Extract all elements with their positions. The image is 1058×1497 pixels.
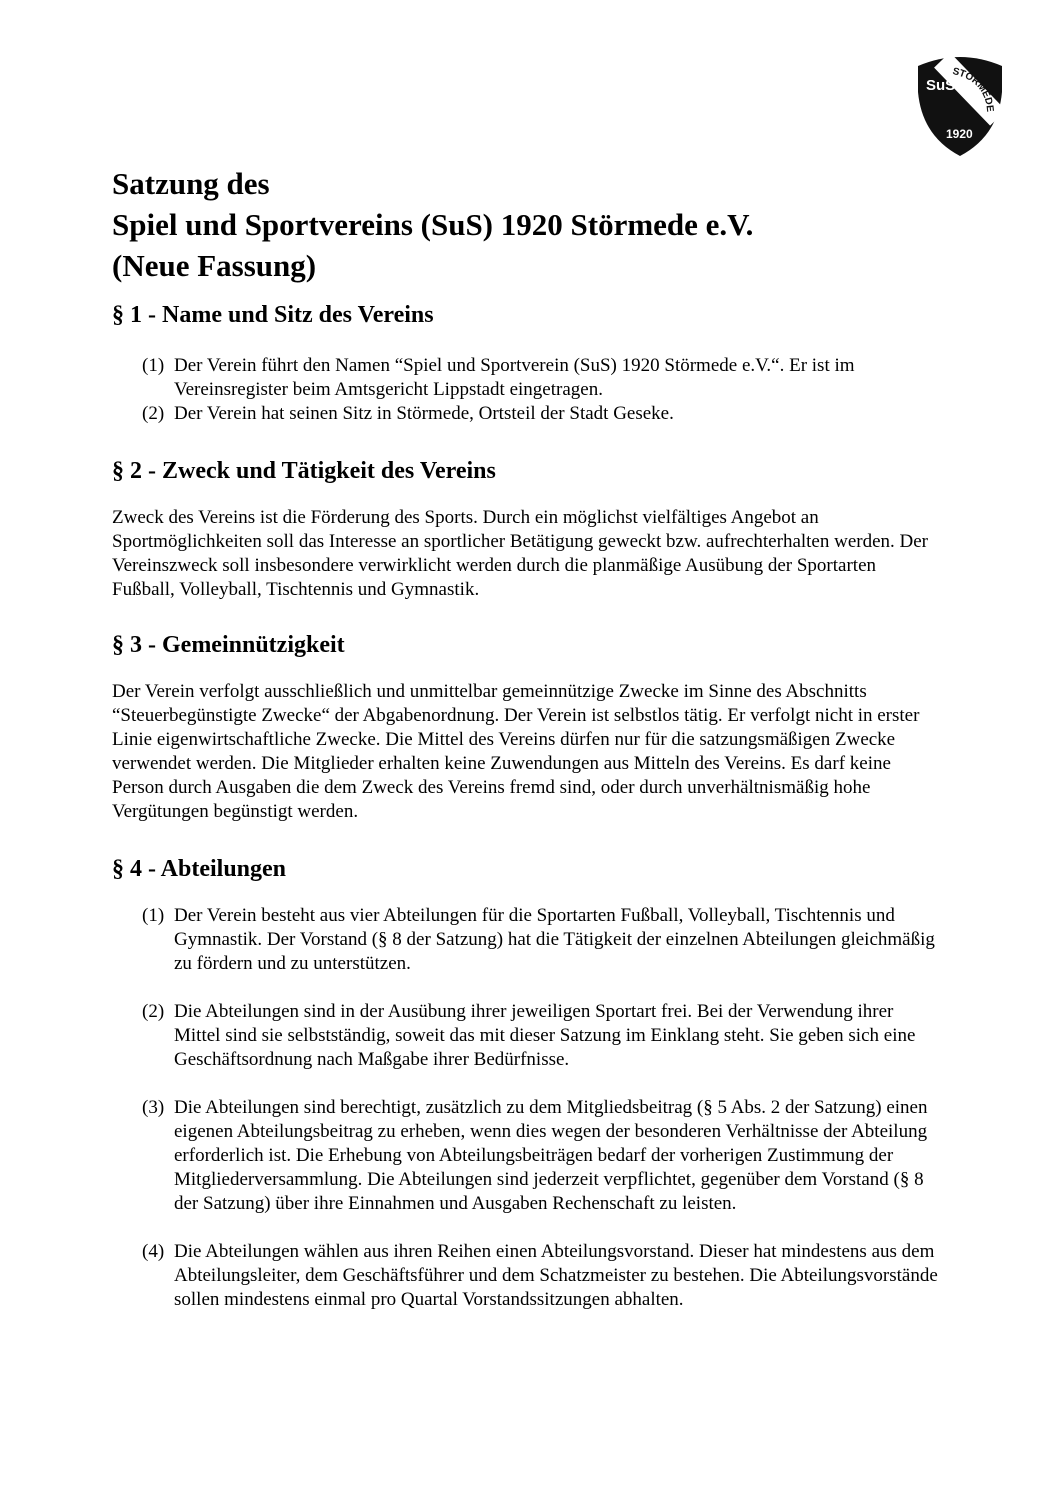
- list-item: [142, 1000, 942, 1072]
- list-item-text: Die Abteilungen sind in der Ausübung ihrer jeweiligen Sportart frei. Bei der Verwendung ihrer Mittel sind sie selbstständig, soweit das mit dieser Satzung im Einklang steht. Sie geben sich eine Geschäftsordnung nach Maßgabe ihrer Bedürfnisse.: [174, 1001, 916, 1070]
- list-item-number: (4): [142, 1241, 165, 1262]
- list-item-number: (1): [142, 905, 165, 926]
- list-item: [142, 1096, 942, 1216]
- list-item-text: Der Verein führt den Namen “Spiel und Sportverein (SuS) 1920 Störmede e.V.“. Er ist im Vereinsregister beim Amtsgericht Lippstadt eingetragen.: [174, 355, 855, 400]
- crest-arc-text: STÖRMEDE: [951, 66, 996, 113]
- crest-year-text: 1920: [946, 127, 973, 141]
- list-item-number: (1): [142, 355, 165, 376]
- list-item-number: (2): [142, 1001, 165, 1022]
- club-crest-logo: [912, 52, 1008, 158]
- section-1-list: [112, 354, 942, 426]
- section-4-heading: § 4 - Abteilungen: [112, 856, 287, 882]
- list-item-text: Die Abteilungen wählen aus ihren Reihen einen Abteilungsvorstand. Dieser hat mindestens aus dem Abteilungsleiter, dem Geschäftsführer und dem Schatzmeister zu bestehen. Die Abteilungsvorstände sollen mindestens einmal pro Quartal Vorstandssitzungen abhalten.: [174, 1241, 938, 1310]
- list-item-text: Die Abteilungen sind berechtigt, zusätzlich zu dem Mitgliedsbeitrag (§ 5 Abs. 2 der Satzung) einen eigenen Abteilungsbeitrag zu erheben, wenn dies wegen der besonderen Verhältnisse der Abteilung erforderlich ist. Die Erhebung von Abteilungsbeiträgen bedarf der vorherigen Zustimmung der Mitgliederversammlung. Die Abteilungen sind jederzeit verpflichtet, gegenüber dem Vorstand (§ 8 der Satzung) über ihre Einnahmen und Ausgaben Rechenschaft zu leisten.: [174, 1097, 928, 1214]
- section-3-paragraph: Der Verein verfolgt ausschließlich und unmittelbar gemeinnützige Zwecke im Sinne des Abschnitts “Steuerbegünstigte Zwecke“ der Abgabenordnung. Der Verein ist selbstlos tätig. Er verfolgt nicht in erster Linie eigenwirtschaftliche Zwecke. Die Mittel des Vereins dürfen nur für die satzungsmäßigen Zwecke verwendet werden. Die Mitglieder erhalten keine Zuwendungen aus Mitteln des Vereins. Es darf keine Person durch Ausgaben die dem Zweck des Vereins fremd sind, oder durch unverhältnismäßig hohe Vergütungen begünstigt werden.: [112, 681, 920, 822]
- list-item-number: (3): [142, 1097, 165, 1118]
- section-4: [112, 854, 942, 1312]
- section-2: [112, 456, 942, 602]
- crest-sus-text: SuS: [926, 77, 956, 94]
- list-item: [142, 904, 942, 976]
- list-item-number: (2): [142, 403, 165, 424]
- title-line-1: Satzung des: [112, 166, 270, 201]
- list-item-text: Der Verein besteht aus vier Abteilungen für die Sportarten Fußball, Volleyball, Tischtennis und Gymnastik. Der Vorstand (§ 8 der Satzung) hat die Tätigkeit der einzelnen Abteilungen gleichmäßig zu fördern und zu unterstützen.: [174, 905, 935, 974]
- section-1-heading: § 1 - Name und Sitz des Vereins: [112, 302, 434, 328]
- section-2-paragraph: Zweck des Vereins ist die Förderung des Sports. Durch ein möglichst vielfältiges Angebot an Sportmöglichkeiten soll das Interesse an sportlicher Betätigung geweckt bzw. aufrechterhalten werden. Der Vereinszweck soll insbesondere verwirklicht werden durch die planmäßige Ausübung der Sportarten Fußball, Volleyball, Tischtennis und Gymnastik.: [112, 507, 929, 600]
- section-2-heading: § 2 - Zweck und Tätigkeit des Vereins: [112, 458, 496, 484]
- document-title: [112, 163, 942, 286]
- list-item: [142, 1240, 942, 1312]
- title-line-3: (Neue Fassung): [112, 248, 317, 283]
- list-item-text: Der Verein hat seinen Sitz in Störmede, Ortsteil der Stadt Geseke.: [174, 403, 674, 424]
- section-1: [112, 300, 942, 426]
- list-item: [142, 354, 942, 402]
- document-body: [112, 163, 942, 1336]
- list-item: [142, 402, 942, 426]
- section-3: [112, 630, 942, 824]
- section-3-heading: § 3 - Gemeinnützigkeit: [112, 632, 345, 658]
- section-4-list: [112, 904, 942, 1312]
- title-line-2: Spiel und Sportvereins (SuS) 1920 Störmede e.V.: [112, 207, 754, 242]
